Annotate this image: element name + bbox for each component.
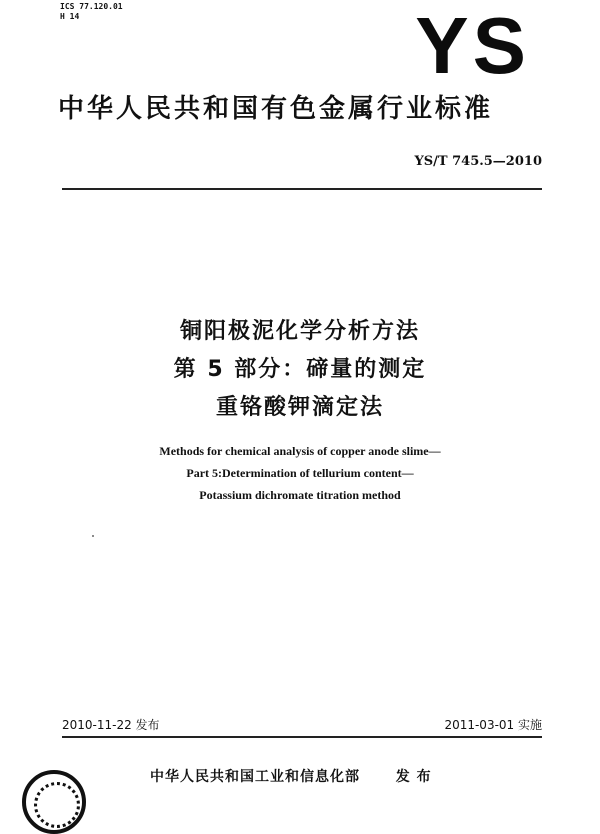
ys-logo: YS xyxy=(415,1,530,90)
title-cn-line2: 第 5 部分：碲量的测定 xyxy=(173,357,427,382)
title-cn-line3: 重铬酸钾滴定法 xyxy=(215,395,384,420)
organization-title: 中华人民共和国有色金属行业标准 xyxy=(58,94,494,124)
effective-date: 2011-03-01 实施 xyxy=(444,718,542,732)
issuer-name: 中华人民共和国工业和信息化部 xyxy=(150,769,360,785)
seal-inner-ring xyxy=(34,782,80,828)
title-en-line3: Potassium dichromate titration method xyxy=(199,488,401,502)
issuer xyxy=(150,766,432,786)
footer-divider xyxy=(62,736,542,738)
seal-emblem-icon xyxy=(22,770,86,834)
title-cn-line1: 铜阳极泥化学分析方法 xyxy=(179,319,420,344)
header-divider xyxy=(62,188,542,190)
speck xyxy=(92,535,94,537)
issue-date: 2010-11-22 发布 xyxy=(62,718,160,732)
title-en-line2: Part 5:Determination of tellurium content— xyxy=(186,466,414,480)
issuer-suffix: 发 布 xyxy=(395,769,432,785)
ccs-code: H 14 xyxy=(60,12,80,21)
ics-code: ICS 77.120.01 xyxy=(60,2,123,11)
standard-number: YS/T 745.5—2010 xyxy=(414,154,542,169)
title-en-line1: Methods for chemical analysis of copper anode slime— xyxy=(159,444,441,458)
classification-codes xyxy=(60,2,123,22)
